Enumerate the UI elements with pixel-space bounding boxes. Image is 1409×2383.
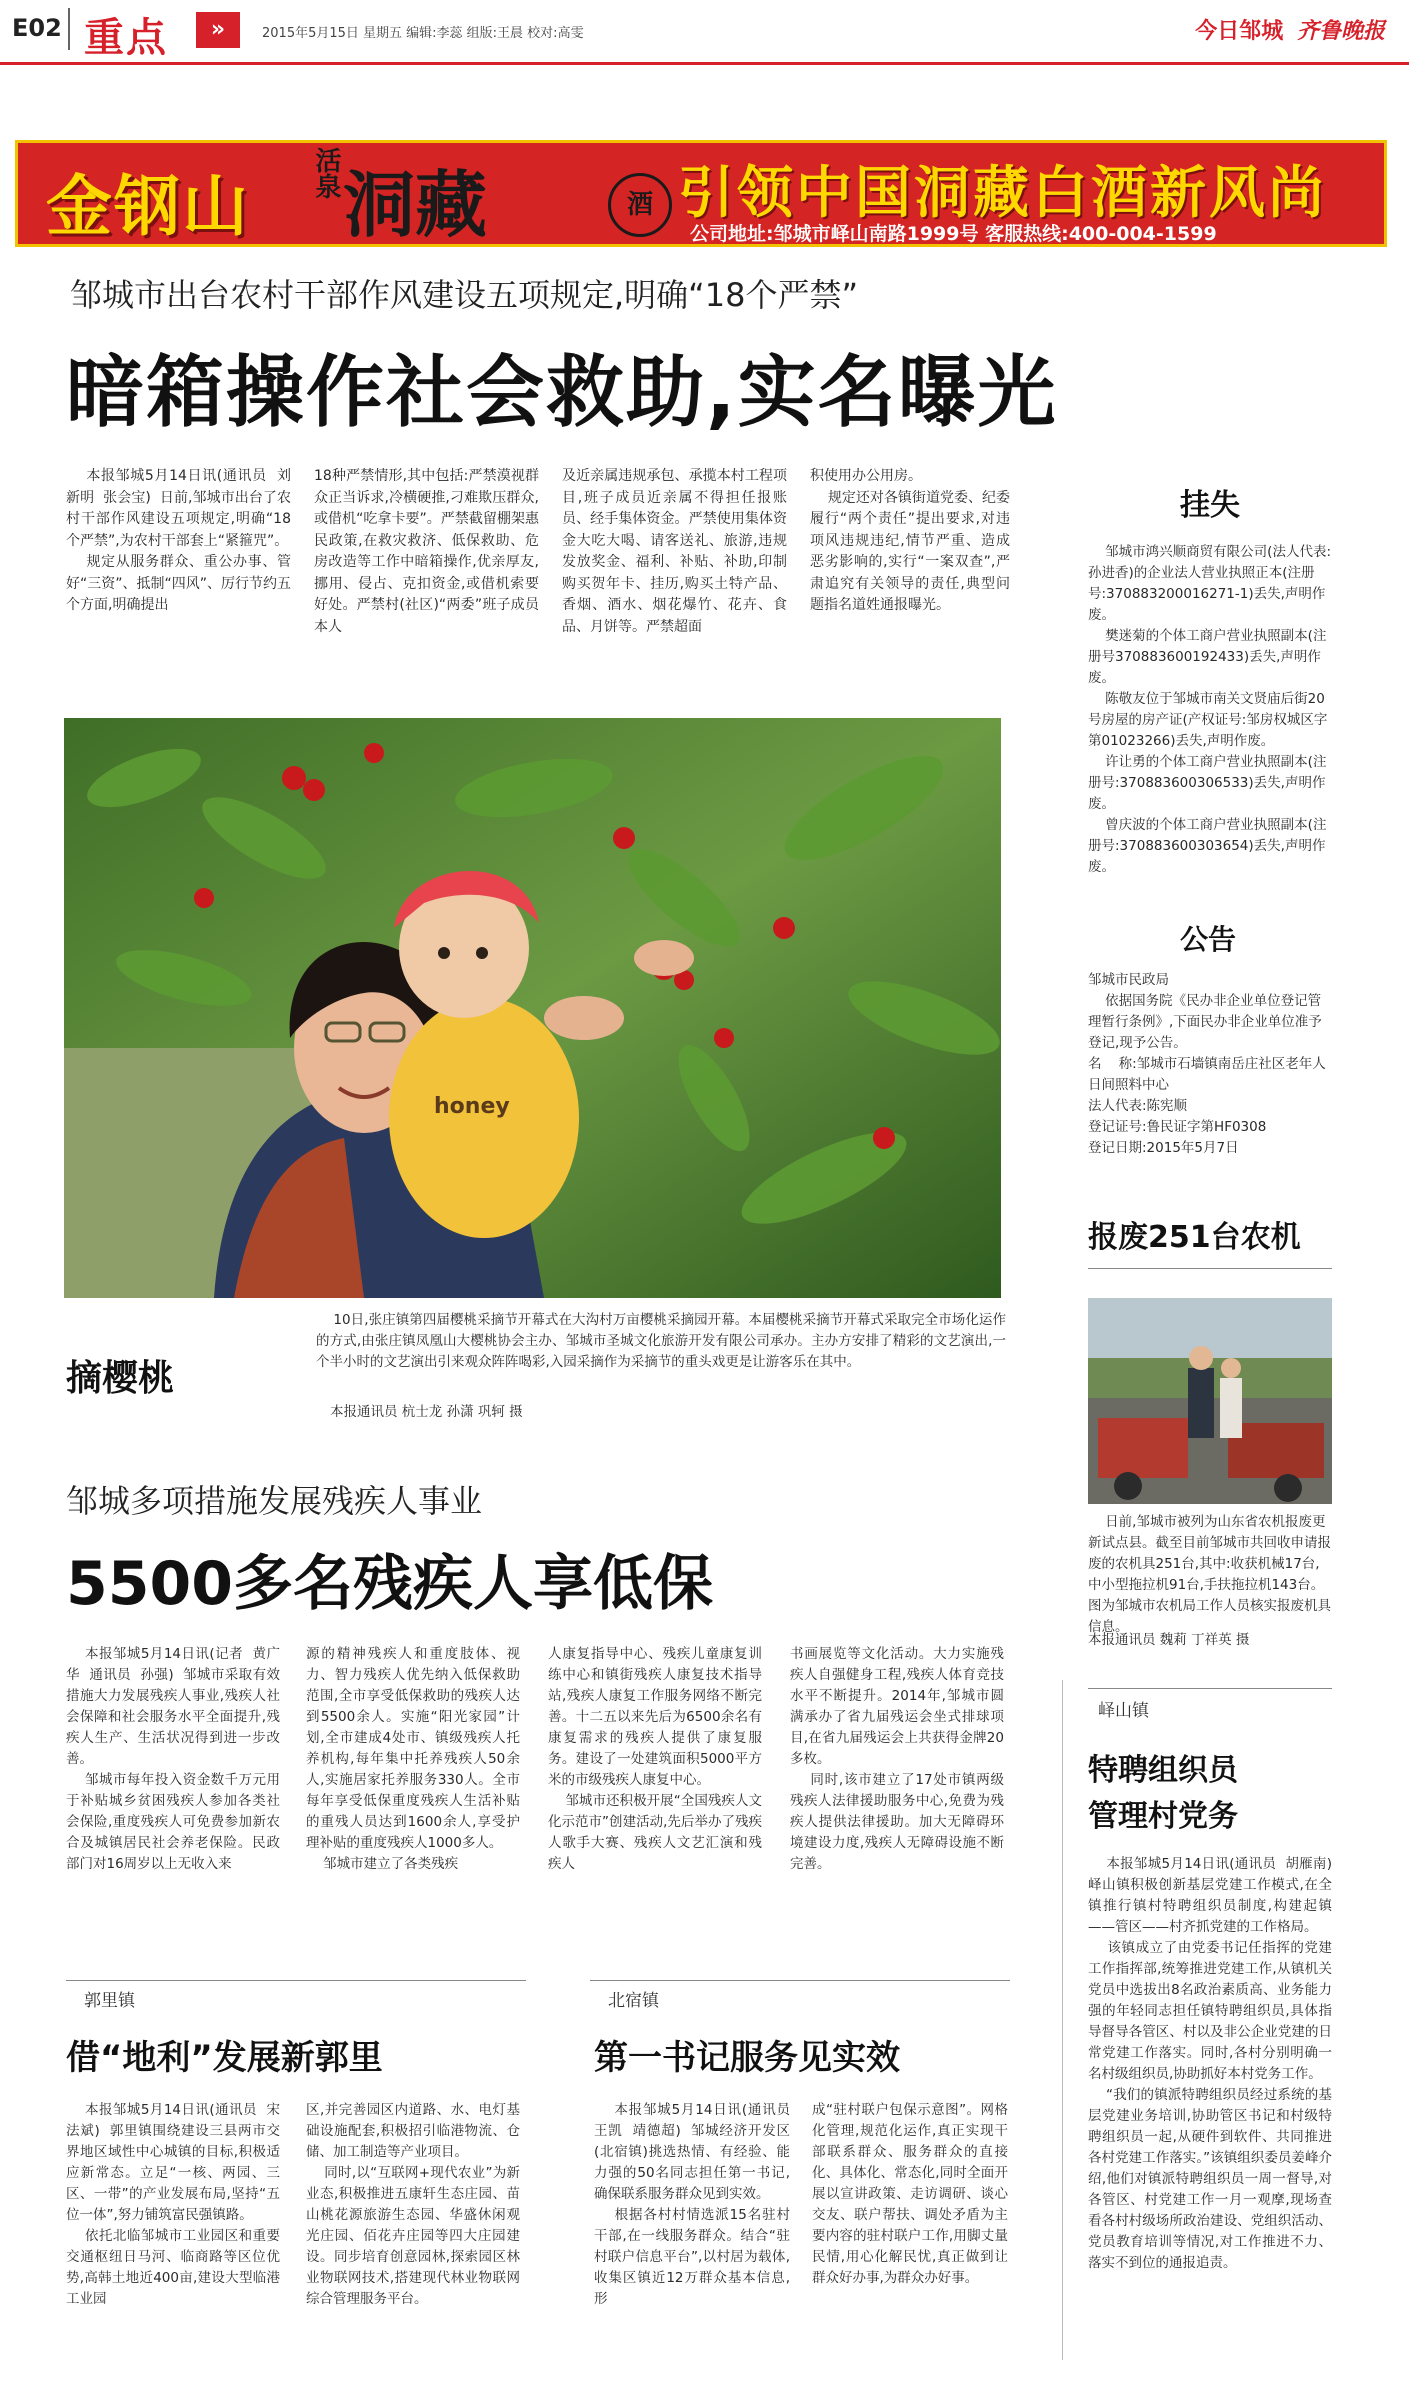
section-arrow-icon: » [196, 12, 240, 48]
guoli-headline: 借“地利”发展新郭里 [66, 2038, 383, 2078]
beisu-rule [590, 1980, 1010, 1981]
ad-brand: 金钢山 [46, 167, 250, 245]
lost-notice-title: 挂失 [1180, 488, 1240, 523]
lead-column-1: 本报邹城5月14日讯(通讯员 刘新明 张会宝) 日前,邹城市出台了农村干部作风建设五项规定,明确“18个严禁”,为农村干部套上“紧箍咒”。 规定从服务群众、重公办事、管好“三资”、抵制“四风”、厉行节约五个方面,明确提出 [66, 468, 292, 613]
ad-sub-small: 活泉 [311, 147, 341, 199]
guoli-rule [66, 1980, 526, 1981]
ad-sub-big: 洞藏 [343, 162, 488, 247]
beisu-label: 北宿镇 [608, 1991, 659, 2011]
public-notice-title: 公告 [1180, 923, 1237, 956]
beisu-column-1: 本报邹城5月14日讯(通讯员 王凯 靖德超) 邹城经济开发区(北宿镇)挑选热情、有经验、能力强的50名同志担任第一书记,确保联系服务群众见到实效。 根据各村村情选派15名驻村干部,在一线服务群众。结合“驻村联户信息平台”,以村居为载体,收集区镇近12万群众基本信息,形 [594, 2102, 790, 2307]
ad-banner[interactable] [15, 140, 1387, 247]
cherry-picking-photo [64, 718, 1001, 1298]
yishan-label: 峄山镇 [1098, 1701, 1149, 1721]
scrap-rule [1088, 1268, 1332, 1269]
shirt-print: honey [434, 1094, 510, 1119]
edition-name: 今日邹城 [1195, 19, 1284, 44]
header-divider [68, 8, 70, 50]
lead-kicker: 邹城市出台农村干部作风建设五项规定,明确“18个严禁” [70, 276, 859, 314]
lead-headline: 暗箱操作社会救助,实名曝光 [66, 348, 1058, 438]
lead-column-2: 18种严禁情形,其中包括:严禁漠视群众正当诉求,冷横硬推,刁难欺压群众,或借机“吃拿卡要”。严禁截留棚架惠民政策,在救灾救济、低保救助、危房改造等工作中暗箱操作,优亲厚友,挪用、侵占、克扣资金,或借机索要好处。严禁村(社区)“两委”班子成员本人 [314, 468, 539, 635]
guoli-column-2: 区,并完善园区内道路、水、电灯基础设施配套,积极招引临港物流、仓储、加工制造等产业项目。 同时,以“互联网+现代农业”为新业态,积极推进五康轩生态庄园、苗山桃花源旅游生态园、华盛休闲观光庄园、佰花卉庄园等四大庄园建设。同步培育创意园林,探索园区林业物联网技术,搭建现代林业物联网综合管理服务平台。 [306, 2102, 521, 2307]
disabled-column-4: 书画展览等文化活动。大力实施残疾人自强健身工程,残疾人体育竞技水平不断提升。2014年,邹城市圆满承办了省九届残运会坐式排球项目,在省九届残运会上共获得金牌20多枚。 同时,该市建立了17处市镇两级残疾人法律援助服务中心,免费为残疾人提供法律援助。加大无障碍环境建设力度,残疾人无障碍设施不断完善。 [790, 1646, 1004, 1872]
header-rule [0, 62, 1409, 65]
photo-credit: 本报通讯员 杭士龙 孙潇 巩轲 摄 [330, 1404, 523, 1420]
column-divider [1062, 1680, 1063, 2360]
ad-contact: 公司地址:邹城市峄山南路1999号 客服热线:400-004-1599 [690, 223, 1217, 245]
disabled-column-3: 人康复指导中心、残疾儿童康复训练中心和镇街残疾人康复技术指导站,残疾人康复工作服务网络不断完善。十二五以来先后为6500余名有康复需求的残疾人提供了康复服务。建设了一处建筑面积5000平方米的市级残疾人康复中心。 邹城市还积极开展“全国残疾人文化示范市”创建活动,先后举办了残疾人歌手大赛、残疾人文艺汇演和残疾人 [548, 1646, 762, 1872]
yishan-rule [1088, 1688, 1332, 1689]
scrap-credit: 本报通讯员 魏莉 丁祥英 摄 [1088, 1632, 1250, 1648]
section-title: 重点 [84, 15, 168, 61]
guoli-column-1: 本报邹城5月14日讯(通讯员 宋法斌) 郭里镇围绕建设三县两市交界地区域性中心城镇的目标,积极适应新常态。立足“一核、两园、三区、一带”的产业发展布局,坚持“五位一体”,努力铺筑富民强镇路。 依托北临邹城市工业园区和重要交通枢纽日马河、临商路等区位优势,高韩土地近400亩,建设大型临港工业园 [66, 2102, 281, 2307]
guoli-label: 郭里镇 [84, 1991, 135, 2011]
beisu-column-2: 成“驻村联户包保示意图”。网格化管理,规范化运作,真正实现干部联系群众、服务群众的直接化、具体化、常态化,同时全面开展以宣讲政策、走访调研、谈心交友、联户帮扶、调处矛盾为主要内容的驻村联户工作,用脚丈量民情,用心化解民忧,真正做到让群众好办事,为群众办好事。 [812, 2102, 1008, 2286]
lead-column-3: 及近亲属违规承包、承揽本村工程项目,班子成员近亲属不得担任报账员、经手集体资金。严禁使用集体资金大吃大喝、请客送礼、旅游,违规发放奖金、福利、补贴、补助,印制购买贺年卡、挂历,购买土特产品、香烟、酒水、烟花爆竹、花卉、食品、月饼等。严禁超面 [562, 468, 787, 635]
lead-column-4: 积使用办公用房。 规定还对各镇街道党委、纪委履行“两个责任”提出要求,对违项风违规违纪,情节严重、造成恶劣影响的,实行“一案双查”,严肃追究有关领导的责任,典型问题指名道姓通报曝光。 [810, 468, 1010, 613]
disabled-column-1: 本报邹城5月14日讯(记者 黄广华 通讯员 孙强) 邹城市采取有效措施大力发展残疾人事业,残疾人社会保障和社会服务水平全面提升,残疾人生产、生活状况得到进一步改善。 邹城市每年投入资金数千万元用于补贴城乡贫困残疾人参加各类社会保险,重度残疾人可免费参加新农合及城镇居民社会养老保险。民政部门对16周岁以上无收入来 [66, 1646, 281, 1872]
photo-caption: 10日,张庄镇第四届樱桃采摘节开幕式在大沟村万亩樱桃采摘园开幕。本届樱桃采摘节开幕式采取完全市场化运作的方式,由张庄镇凤凰山大樱桃协会主办、邹城市圣城文化旅游开发有限公司承办。主办方安排了精彩的文艺演出,一个半小时的文艺演出引来观众阵阵喝彩,入园采摘作为采摘节的重头戏更是让游客乐在其中。 [316, 1312, 1006, 1370]
public-notice-text: 邹城市民政局 依据国务院《民办非企业单位登记管理暂行条例》,下面民办非企业单位准予登记,现予公告。 名 称:邹城市石墙镇南岳庄社区老年人日间照料中心 法人代表:陈宪顺 登记证号:鲁民证字第HF0308 登记日期:2015年5月7日 [1088, 972, 1326, 1156]
scrap-title: 报废251台农机 [1088, 1220, 1301, 1255]
disabled-kicker: 邹城多项措施发展残疾人事业 [66, 1482, 483, 1520]
scrap-photo [1088, 1298, 1332, 1504]
scrap-caption: 日前,邹城市被列为山东省农机报废更新试点县。截至目前邹城市共回收申请报废的农机具251台,其中:收获机械17台,中小型拖拉机91台,手扶拖拉机143台。图为邹城市农机局工作人员核实报废机具信息。 [1088, 1514, 1331, 1635]
yishan-text: 本报邹城5月14日讯(通讯员 胡雁南) 峄山镇积极创新基层党建工作模式,在全镇推行镇村特聘组织员制度,构建起镇——管区——村齐抓党建的工作格局。 该镇成立了由党委书记任指挥的党建工作指挥部,统筹推进党建工作,从镇机关党员中选拔出8名政治素质高、业务能力强的年轻同志担任镇特聘组织员,具体指导督导各管区、村以及非公企业党建的日常党建工作落实。同时,各村分别明确一名村级组织员,协助抓好本村党务工作。 “我们的镇派特聘组织员经过系统的基层党建业务培训,协助管区书记和村级特聘组织员一起,从硬件到软件、共同推进各村党建工作落实。”该镇组织委员姜峰介绍,他们对镇派特聘组织员一周一督导,对各管区、村党建工作一月一观摩,现场查看各村村级场所政治建设、党组织活动、党员教育培训等情况,对工作推进不力、落实不到位的通报追责。 [1088, 1856, 1333, 2271]
disabled-column-2: 源的精神残疾人和重度肢体、视力、智力残疾人优先纳入低保救助范围,全市享受低保救助的残疾人达到5500余人。实施“阳光家园”计划,全市建成4处市、镇级残疾人托养机构,每年集中托养残疾人50余人,实施居家托养服务330人。全市每年享受低保重度残疾人生活补贴的重残人员达到1600余人,享受护理补贴的重度残疾人1000多人。 邹城市建立了各类残疾 [306, 1646, 520, 1872]
beisu-headline: 第一书记服务见实效 [594, 2038, 900, 2078]
ad-slogan: 引领中国洞藏白酒新风尚 [678, 161, 1327, 226]
disabled-headline: 5500多名残疾人享低保 [66, 1549, 713, 1619]
page-number: E02 [12, 14, 62, 42]
ad-seal-icon: 酒 [608, 173, 672, 237]
paper-logo: 齐鲁晚报 [1296, 18, 1385, 44]
photo-title: 摘樱桃 [66, 1358, 175, 1399]
yishan-headline: 特聘组织员 管理村党务 [1088, 1753, 1238, 1834]
issue-meta: 2015年5月15日 星期五 编辑:李蕊 组版:王晨 校对:高雯 [262, 26, 584, 41]
lost-notice-text: 邹城市鸿兴顺商贸有限公司(法人代表:孙进香)的企业法人营业执照正本(注册号:370883200016271-1)丢失,声明作废。 樊迷菊的个体工商户营业执照副本(注册号370883600192433)丢失,声明作废。 陈敬友位于邹城市南关文贤庙后街20号房屋的房产证(产权证号:邹房权城区字第01023266)丢失,声明作废。 许让勇的个体工商户营业执照副本(注册号:370883600306533)丢失,声明作废。 曾庆波的个体工商户营业执照副本(注册号:370883600303654)丢失,声明作废。 [1088, 544, 1331, 875]
edition-masthead [1195, 14, 1385, 45]
